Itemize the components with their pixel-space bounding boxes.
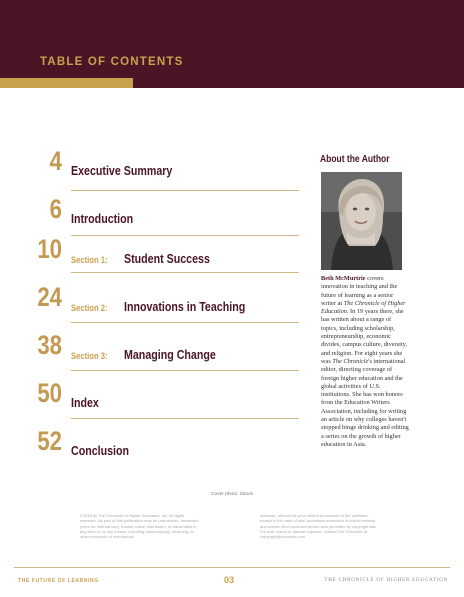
toc-divider <box>71 235 299 236</box>
author-name: Beth McMurtrie <box>321 275 366 282</box>
author-photo <box>321 172 402 270</box>
toc-page-number: 6 <box>49 194 62 224</box>
toc-page-number: 10 <box>37 234 62 264</box>
author-bio-text: 's international editor, directing coverage of foreign higher education and the global activities of U.S. institutions. She has won honors from the Education Writers Association, including for writing an article on why colleges haven't stopped binge drinking and editing a series on the growth of higher education in Asia. <box>321 357 409 448</box>
page-title: TABLE OF CONTENTS <box>40 56 184 68</box>
toc-section-label: Section 1: <box>71 255 108 265</box>
toc-title: Student Success <box>124 251 211 266</box>
toc-page-number: 24 <box>37 282 62 312</box>
toc-divider <box>71 418 299 419</box>
footer-series-title: THE FUTURE OF LEARNING <box>18 578 99 584</box>
footer-divider <box>14 567 450 568</box>
toc-page-number: 52 <box>37 426 62 456</box>
toc-title: Conclusion <box>71 443 130 458</box>
toc-title: Index <box>71 395 99 410</box>
toc-title: Executive Summary <box>71 163 173 178</box>
toc-section-label: Section 2: <box>71 303 108 313</box>
toc-divider <box>71 190 299 191</box>
toc-divider <box>71 272 299 273</box>
toc-title: Innovations in Teaching <box>124 299 246 314</box>
author-heading: About the Author <box>320 154 390 165</box>
author-bio-text: . In 19 years there, she has written about a range of topics, including scholarship, entrepreneurship, economic divides, campus culture, diversity, and religion. For eight years she was <box>321 308 407 365</box>
toc-title: Introduction <box>71 211 134 226</box>
author-bio-text: covers innovation in teaching and the future of learning as a senior writer at <box>321 275 398 307</box>
cover-photo-credit: Cover photo: iStock <box>211 492 253 497</box>
header-banner <box>0 0 464 88</box>
copyright-text-right: methods, without the prior written permission of the publisher, except in the case of brief quotations embodied in critical reviews and certain other noncommercial uses permitted by copyright law. For bulk orders or special requests, contact The Chronicle at copyright@chronicle.com. <box>260 513 377 540</box>
toc-page-number: 50 <box>37 378 62 408</box>
title-accent-bar <box>0 78 133 88</box>
toc-title: Managing Change <box>124 347 217 362</box>
footer-publication-name: THE CHRONICLE OF HIGHER EDUCATION <box>324 578 448 583</box>
toc-divider <box>71 322 299 323</box>
toc-page-number: 4 <box>49 146 62 176</box>
page-number: 03 <box>224 575 235 585</box>
copyright-text-left: ©2018 by The Chronicle of Higher Education, Inc. All rights reserved. No part of this publication may be reproduced, forwarded (even for internal use), hosted online, distributed, or transmitted in any form or by any means, including photocopying, recording, or other electronic or mechanical <box>80 513 199 540</box>
author-bio <box>321 275 409 449</box>
publication-name: The Chronicle <box>332 357 369 365</box>
publication-name: The Chronicle of Higher Education <box>321 299 406 316</box>
toc-divider <box>71 370 299 371</box>
toc-page-number: 38 <box>37 330 62 360</box>
toc-section-label: Section 3: <box>71 351 108 361</box>
